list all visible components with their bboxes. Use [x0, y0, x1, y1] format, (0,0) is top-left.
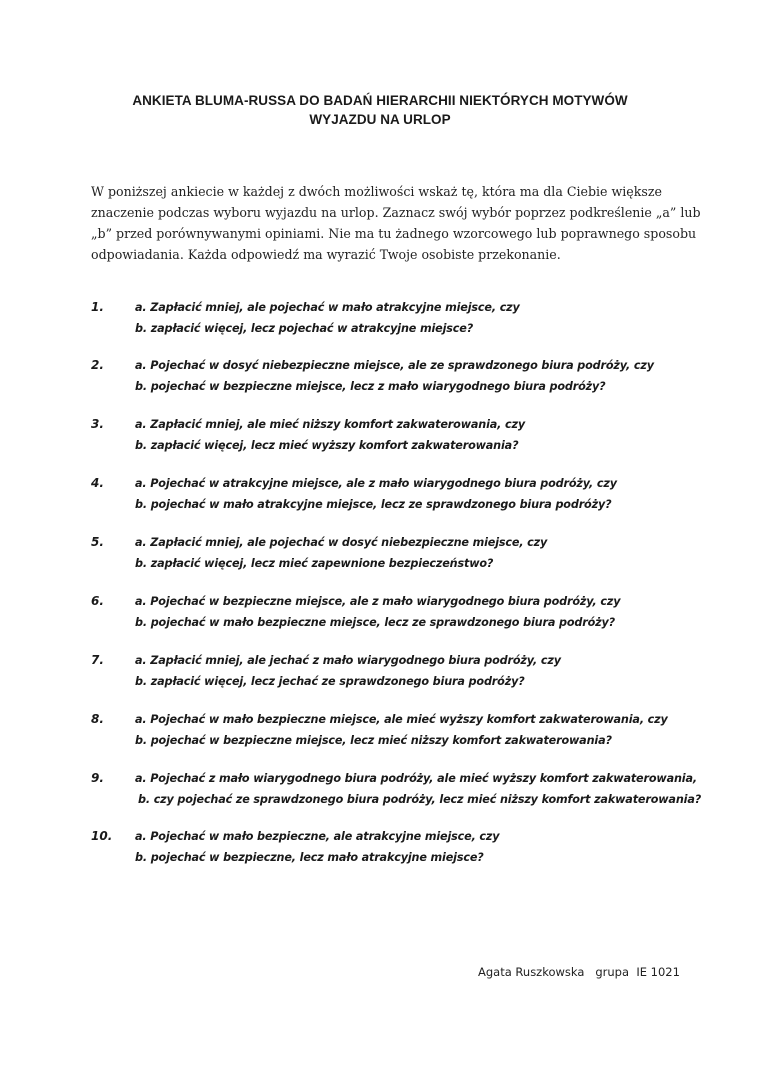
option-a[interactable]: a. Zapłacić mniej, ale jechać z mało wiarygodnego biura podróży, czy — [135, 654, 561, 667]
option-a[interactable]: a. Pojechać w dosyć niebezpieczne miejsce, ale ze sprawdzonego biura podróży, czy — [135, 359, 654, 372]
option-b[interactable]: b. zapłacić więcej, lecz mieć zapewnione bezpieczeństwo? — [135, 557, 494, 570]
option-b[interactable]: b. zapłacić więcej, lecz jechać ze sprawdzonego biura podróży? — [135, 675, 525, 688]
question-number: 9. — [91, 771, 104, 785]
question-item — [0, 532, 760, 576]
question-item — [0, 591, 760, 635]
option-a[interactable]: a. Pojechać w bezpieczne miejsce, ale z mało wiarygodnego biura podróży, czy — [135, 595, 621, 608]
option-a[interactable]: a. Pojechać w atrakcyjne miejsce, ale z mało wiarygodnego biura podróży, czy — [135, 477, 617, 490]
option-b[interactable]: b. czy pojechać ze sprawdzonego biura podróży, lecz mieć niższy komfort zakwaterowania? — [138, 793, 702, 806]
title-line-2: WYJAZDU NA URLOP — [309, 112, 451, 127]
instructions-line: znaczenie podczas wyboru wyjazdu na urlop. Zaznacz swój wybór poprzez podkreślenie „a” lub — [91, 205, 701, 220]
question-item — [0, 768, 760, 812]
instructions-paragraph — [91, 181, 701, 265]
question-number: 1. — [91, 300, 104, 314]
question-number: 4. — [91, 476, 104, 490]
option-b[interactable]: b. pojechać w bezpieczne miejsce, lecz mieć niższy komfort zakwaterowania? — [135, 734, 612, 747]
option-b[interactable]: b. pojechać w mało atrakcyjne miejsce, lecz ze sprawdzonego biura podróży? — [135, 498, 612, 511]
option-a[interactable]: a. Pojechać w mało bezpieczne, ale atrakcyjne miejsce, czy — [135, 830, 500, 843]
option-a[interactable]: a. Pojechać w mało bezpieczne miejsce, ale mieć wyższy komfort zakwaterowania, czy — [135, 713, 668, 726]
option-a[interactable]: a. Zapłacić mniej, ale mieć niższy komfort zakwaterowania, czy — [135, 418, 526, 431]
question-number: 2. — [91, 358, 104, 372]
question-number: 5. — [91, 535, 104, 549]
question-item — [0, 709, 760, 753]
author-signature: Agata Ruszkowska grupa IE 1021 — [478, 965, 680, 979]
question-item — [0, 826, 760, 870]
instructions-line: „b” przed porównywanymi opiniami. Nie ma tu żadnego wzorcowego lub poprawnego sposobu — [91, 226, 697, 241]
option-b[interactable]: b. zapłacić więcej, lecz pojechać w atrakcyjne miejsce? — [135, 322, 474, 335]
question-number: 8. — [91, 712, 104, 726]
option-b[interactable]: b. pojechać w bezpieczne, lecz mało atrakcyjne miejsce? — [135, 851, 484, 864]
option-b[interactable]: b. pojechać w bezpieczne miejsce, lecz z mało wiarygodnego biura podróży? — [135, 380, 606, 393]
question-number: 7. — [91, 653, 104, 667]
instructions-line: odpowiadania. Każda odpowiedź ma wyrazić Twoje osobiste przekonanie. — [91, 247, 561, 262]
title-line-1: ANKIETA BLUMA-RUSSA DO BADAŃ HIERARCHII NIEKTÓRYCH MOTYWÓW — [132, 93, 628, 108]
option-b[interactable]: b. zapłacić więcej, lecz mieć wyższy komfort zakwaterowania? — [135, 439, 519, 452]
question-item — [0, 355, 760, 399]
instructions-line: W poniższej ankiecie w każdej z dwóch możliwości wskaż tę, która ma dla Ciebie większe — [91, 184, 662, 199]
option-a[interactable]: a. Zapłacić mniej, ale pojechać w mało atrakcyjne miejsce, czy — [135, 301, 520, 314]
question-number: 10. — [91, 829, 113, 843]
question-item — [0, 297, 760, 341]
question-number: 3. — [91, 417, 104, 431]
option-a[interactable]: a. Pojechać z mało wiarygodnego biura podróży, ale mieć wyższy komfort zakwaterowania, — [135, 772, 697, 785]
question-item — [0, 414, 760, 458]
question-item — [0, 473, 760, 517]
question-number: 6. — [91, 594, 104, 608]
document-title — [40, 91, 720, 129]
question-item — [0, 650, 760, 694]
option-a[interactable]: a. Zapłacić mniej, ale pojechać w dosyć niebezpieczne miejsce, czy — [135, 536, 548, 549]
option-b[interactable]: b. pojechać w mało bezpieczne miejsce, lecz ze sprawdzonego biura podróży? — [135, 616, 615, 629]
